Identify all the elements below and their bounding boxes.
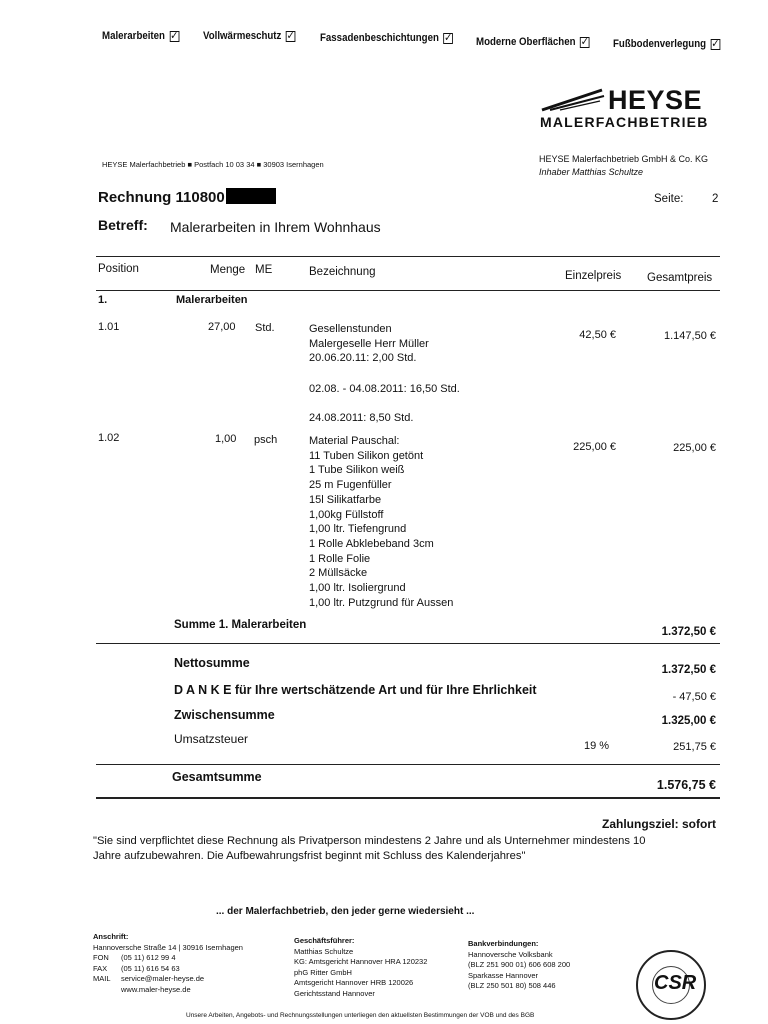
notice-line: Jahre aufzubewahren. Die Aufbewahrungsfrist beginnt mit Schluss des Kalenderjahres" [93,850,526,862]
item-line: 1,00 ltr. Putzgrund für Aussen [309,596,454,609]
divider [96,797,720,799]
service-label: Vollwärmeschutz [203,30,282,42]
item-line: 2 Müllsäcke [309,567,368,580]
footer-heading: Anschrift: [93,932,129,941]
footer-heading: Bankverbindungen: [468,939,539,948]
footer-line: Gerichtsstand Hannover [294,988,375,998]
notice-line: "Sie sind verpflichtet diese Rechnung als Privatperson mindestens 2 Jahre und als Unternehmer mindestens 10 [93,835,646,847]
fon-label: FON [93,953,109,962]
col-header-menge: Menge [210,264,246,276]
service-label: Moderne Oberflächen [476,36,576,48]
item-menge: 27,00 [208,321,236,333]
section-position: 1. [98,294,108,306]
danke-label: D A N K E für Ihre wertschätzende Art und für Ihre Ehrlichkeit [174,683,537,697]
item-line: Gesellenstunden [309,323,392,335]
item-einzelpreis: 42,50 € [579,329,616,341]
service-fussbodenverlegung [613,38,720,50]
service-fassadenbeschichtungen [320,32,453,44]
item-gesamtpreis: 225,00 € [673,442,716,454]
service-moderne-oberflaechen [476,36,590,48]
divider [96,764,720,765]
divider [96,290,720,291]
item-position: 1.02 [98,432,120,444]
subject-text: Malerarbeiten in Ihrem Wohnhaus [170,219,381,235]
item-line: 1 Tube Silikon weiß [309,464,405,477]
fax-value: (05 11) 616 54 63 [121,963,180,973]
item-line: 1,00 ltr. Isoliergrund [309,582,406,595]
retention-notice [93,834,645,864]
item-line: Malergeselle Herr Müller [309,337,429,350]
logo-swoosh-icon [540,86,606,112]
col-header-einzelpreis: Einzelpreis [565,270,622,282]
item-line: 1,00 ltr. Tiefengrund [309,523,407,536]
netto-value: 1.372,50 € [661,664,716,676]
service-label: Malerarbeiten [102,30,165,42]
subject-label: Betreff: [98,217,148,233]
footer-line: KG: Amtsgericht Hannover HRA 120232 [294,957,428,966]
divider [96,643,720,644]
sender-line: HEYSE Malerfachbetrieb ■ Postfach 10 03 34 ■ 30903 Isernhagen [102,160,324,169]
col-header-gesamtpreis: Gesamtpreis [647,272,713,284]
zwischensumme-value: 1.325,00 € [661,715,716,727]
footer-line: (BLZ 250 501 80) 508 446 [468,981,556,990]
danke-value: - 47,50 € [672,691,716,703]
item-line: Material Pauschal: [309,435,400,447]
section-title: Malerarbeiten [176,294,248,306]
summe-value: 1.372,50 € [661,626,716,638]
ust-value: 251,75 € [673,741,716,753]
page-label: Seite: [654,193,684,205]
service-malerarbeiten [102,30,179,42]
item-menge: 1,00 [215,433,237,445]
gesamtsumme-value: 1.576,75 € [656,778,716,792]
service-vollwaermeschutz [203,30,295,42]
stamp-text: CSR [654,972,697,994]
item-line: 25 m Fugenfüller [309,479,392,492]
payment-terms: Zahlungsziel: sofort [602,817,716,831]
item-description [309,322,429,366]
mail-label: MAIL [93,974,111,983]
slogan: ... der Malerfachbetrieb, den jeder gerne wiedersieht ... [216,906,475,917]
zwischensumme-label: Zwischensumme [174,708,275,722]
item-description [309,434,453,610]
item-line: 11 Tuben Silikon getönt [309,449,424,462]
footer-line: phG Ritter GmbH [294,967,352,977]
company-name-line: HEYSE Malerfachbetrieb GmbH & Co. KG [539,154,709,164]
checkbox-checked-icon: ✓ [580,35,589,48]
redaction-bar [226,188,276,204]
item-position: 1.01 [98,321,120,333]
service-label: Fußbodenverlegung [613,38,707,50]
item-einzelpreis: 225,00 € [573,441,616,453]
fax-label: FAX [93,963,108,973]
item-me: Std. [255,322,275,334]
ust-label: Umsatzsteuer [174,732,249,746]
footer-line: Sparkasse Hannover [468,970,539,980]
footer-bottom-line: Unsere Arbeiten, Angebots- und Rechnungsstellungen unterliegen den aktuellsten Bestimmungen der VOB und des BGB [186,1012,535,1019]
web-value: www.maler-heyse.de [121,984,191,994]
item-line: 1 Rolle Abklebeband 3cm [309,537,434,550]
checkbox-checked-icon: ✓ [170,29,179,42]
ust-rate: 19 % [584,740,610,752]
footer-line: Hannoversche Volksbank [468,949,553,959]
item-line: 15l Silikatfarbe [309,493,382,506]
invoice-number [98,188,276,206]
footer-street: Hannoversche Straße 14 | 30916 Isernhagen [93,942,243,952]
summe-label: Summe 1. Malerarbeiten [174,619,307,631]
footer-line: Amtsgericht Hannover HRB 120026 [294,978,414,987]
item-line: 24.08.2011: 8,50 Std. [309,412,414,424]
service-label: Fassadenbeschichtungen [320,32,439,44]
col-header-position: Position [98,263,139,275]
checkbox-checked-icon: ✓ [711,37,720,50]
footer-address [93,932,243,995]
invoice-label: Rechnung 110800 [98,189,225,206]
item-line: 1 Rolle Folie [309,552,371,565]
col-header-bezeichnung: Bezeichnung [309,266,376,278]
footer-line: Matthias Schultze [294,946,354,956]
col-header-me: ME [255,264,273,276]
item-gesamtpreis: 1.147,50 € [664,330,716,342]
page-number: 2 [712,193,719,205]
item-line: 20.06.20.11: 2,00 Std. [309,352,417,365]
company-owner: Inhaber Matthias Schultze [539,167,644,177]
logo-name: HEYSE [608,85,703,115]
logo-subtitle: MALERFACHBETRIEB [540,114,709,130]
footer-management [294,936,427,999]
netto-label: Nettosumme [174,656,250,670]
csr-seal-icon [636,950,706,1020]
footer-line: (BLZ 251 900 01) 606 608 200 [468,960,571,969]
divider [96,256,720,257]
item-me: psch [254,434,278,446]
footer-heading: Geschäftsführer: [294,936,355,945]
mail-value: service@maler-heyse.de [121,974,205,983]
footer-bank [468,939,570,992]
gesamtsumme-label: Gesamtsumme [172,770,262,784]
item-line: 02.08. - 04.08.2011: 16,50 Std. [309,383,460,395]
checkbox-checked-icon: ✓ [286,29,295,42]
fon-value: (05 11) 612 99 4 [121,953,176,962]
item-line: 1,00kg Füllstoff [309,508,384,521]
checkbox-checked-icon: ✓ [444,31,453,44]
